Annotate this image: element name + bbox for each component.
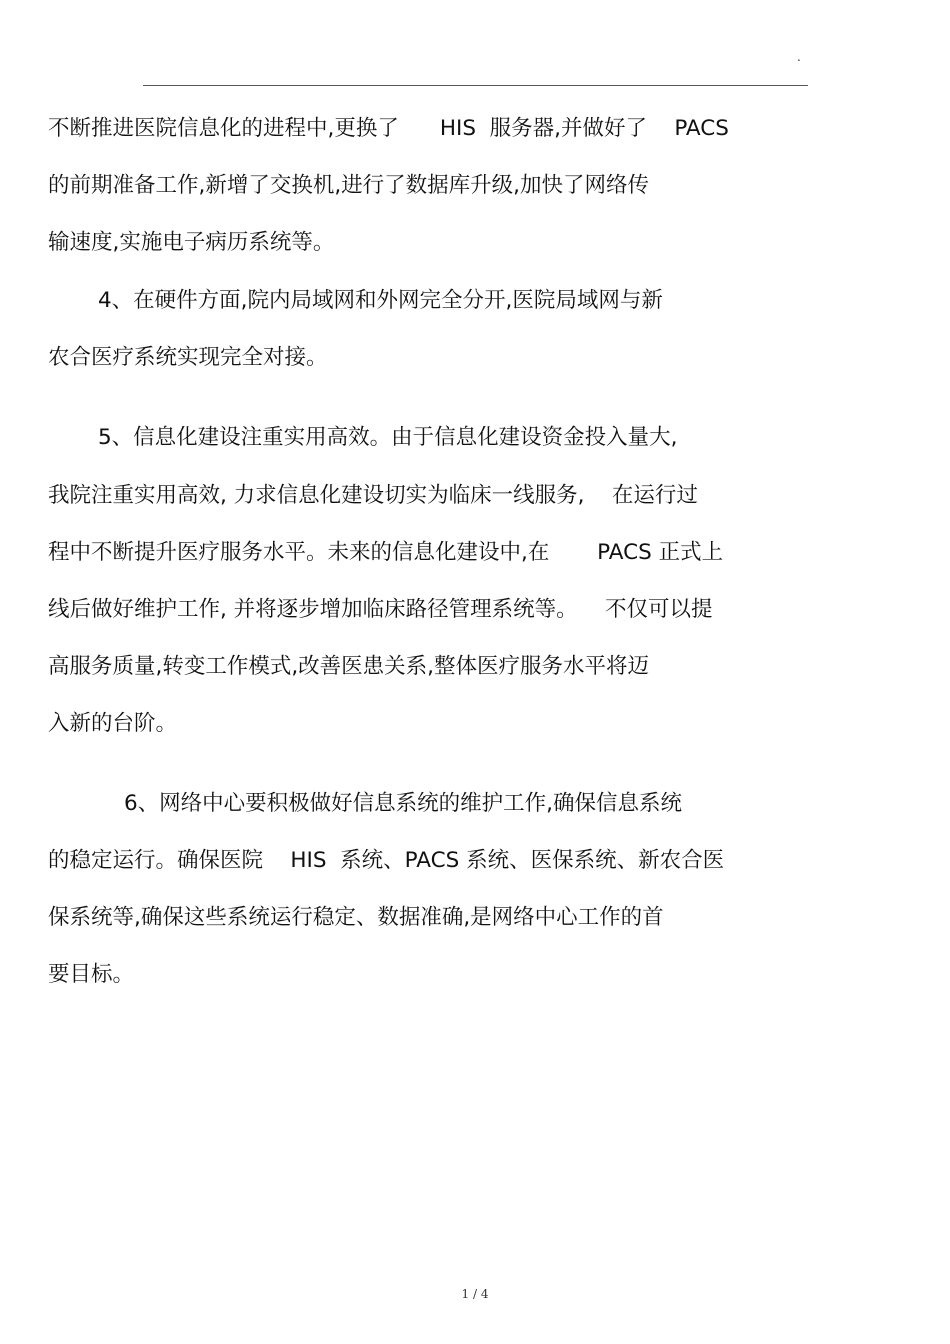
text-line: 保系统等,确保这些系统运行稳定、数据准确,是网络中心工作的首 bbox=[48, 905, 664, 930]
text-line: 的稳定运行。确保医院 HIS 系统、PACS 系统、医保系统、新农合医 bbox=[48, 848, 725, 873]
text-line: 输速度,实施电子病历系统等。 bbox=[48, 230, 335, 255]
page-number: 1 / 4 bbox=[461, 1287, 489, 1301]
text-line: 入新的台阶。 bbox=[48, 711, 178, 736]
text-line: 要目标。 bbox=[48, 962, 135, 987]
text-line: 我院注重实用高效, 力求信息化建设切实为临床一线服务, 在运行过 bbox=[48, 483, 698, 508]
header-rule bbox=[143, 85, 808, 86]
text-line: 线后做好维护工作, 并将逐步增加临床路径管理系统等。 不仅可以提 bbox=[48, 597, 713, 622]
text-line: 程中不断提升医疗服务水平。未来的信息化建设中,在 PACS 正式上 bbox=[48, 540, 724, 565]
text-line: 的前期准备工作,新增了交换机,进行了数据库升级,加快了网络传 bbox=[48, 173, 650, 198]
corner-mark: . bbox=[797, 50, 801, 64]
text-line: 4、在硬件方面,院内局域网和外网完全分开,医院局域网与新 bbox=[98, 288, 663, 313]
text-line: 农合医疗系统实现完全对接。 bbox=[48, 345, 328, 370]
text-line: 5、信息化建设注重实用高效。由于信息化建设资金投入量大, bbox=[98, 425, 678, 450]
text-line: 高服务质量,转变工作模式,改善医患关系,整体医疗服务水平将迈 bbox=[48, 654, 650, 679]
text-line: 6、网络中心要积极做好信息系统的维护工作,确保信息系统 bbox=[124, 791, 683, 816]
text-line: 不断推进医院信息化的进程中,更换了 HIS 服务器,并做好了 PACS bbox=[48, 116, 729, 141]
